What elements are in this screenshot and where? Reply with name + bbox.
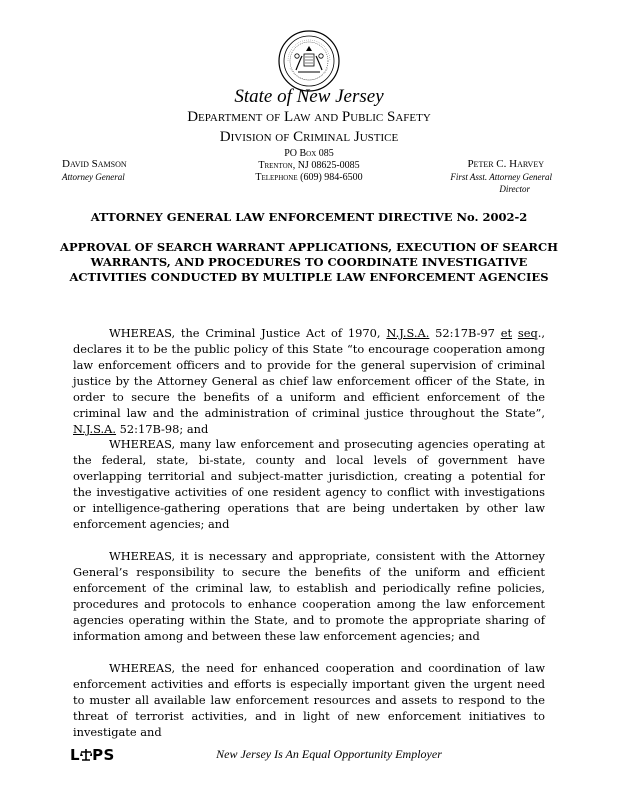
attorney-general-title: Attorney General	[62, 172, 125, 182]
text-run: 52:17B-97	[429, 326, 501, 340]
text-run: WHEREAS, the Criminal Justice Act of 1970,	[109, 326, 387, 340]
paragraph-3: WHEREAS, it is necessary and appropriate, consistent with the Attorney General’s responsibility to secure the benefits of the uniform and efficient enforcement of the criminal law, to establish and periodically refine policies, procedures and protocols to enhance cooperation among the law enforcement agencies operating within the State, and to promote the appropriate sharing of information among and between these law enforcement agencies; and	[73, 549, 545, 643]
citation-njsa: N.J.S.A.	[73, 422, 117, 436]
logo-letter: L	[70, 746, 81, 764]
director-block	[402, 158, 552, 195]
paragraph-2: WHEREAS, many law enforcement and prosecuting agencies operating at the federal, state, bi-state, county and local levels of government have overlapping territorial and subject-matter jurisdiction, creating a potential for the investigative activities of one resident agency to conflict with investigations or intelligence-gathering operations that are being undertaken by other law enforcement agencies; and	[73, 437, 545, 531]
citation-njsa: N.J.S.A.	[386, 326, 430, 340]
attorney-general-name: David Samson	[62, 158, 127, 170]
department-name: Department of Law and Public Safety	[187, 109, 431, 125]
state-seal-icon	[278, 30, 340, 92]
director-title-line2: Director	[499, 184, 530, 194]
citation-seq: seq	[517, 326, 538, 340]
directive-subject: APPROVAL OF SEARCH WARRANT APPLICATIONS, EXECUTION OF SEARCH WARRANTS, AND PROCEDURES TO COORDINATE INVESTIGATIVE ACTIVITIES CONDUCTED BY MULTIPLE LAW ENFORCEMENT AGENCIES	[60, 240, 558, 284]
address-po-box: PO Box 085	[284, 148, 334, 159]
division-name: Division of Criminal Justice	[219, 129, 399, 145]
directive-title: ATTORNEY GENERAL LAW ENFORCEMENT DIRECTIVE No. 2002-2	[90, 210, 528, 224]
director-name: Peter C. Harvey	[467, 158, 544, 170]
address-city: Trenton, NJ 08625-0085	[258, 160, 360, 171]
logo-letters: PS	[92, 746, 115, 764]
address-telephone: Telephone (609) 984-6500	[255, 172, 363, 183]
footer-tagline: New Jersey Is An Equal Opportunity Employer	[216, 747, 442, 761]
paragraph-1	[73, 325, 545, 437]
state-title: State of New Jersey	[234, 86, 384, 107]
paragraph-4: WHEREAS, the need for enhanced cooperation and coordination of law enforcement activities and efforts is especially important given the urgent need to muster all available law enforcement resources and assets to respond to the threat of terrorist activities, and in light of new enforcement initiatives to investigate and	[73, 661, 545, 739]
director-title-line1: First Asst. Attorney General	[450, 172, 552, 182]
citation-et: et	[500, 326, 513, 340]
text-run: 52:17B-98; and	[116, 422, 209, 436]
text-run: ., declares it to be the public policy of this State “to encourage cooperation among law enforcement officers and to provide for the general supervision of criminal justice by the Attorney General as chief law enforcement officer of the State, in order to secure the benefits of a uniform and efficient enforcement of the criminal law and the administration of criminal justice throughout the State”,	[73, 326, 546, 420]
attorney-general-block	[62, 158, 127, 183]
